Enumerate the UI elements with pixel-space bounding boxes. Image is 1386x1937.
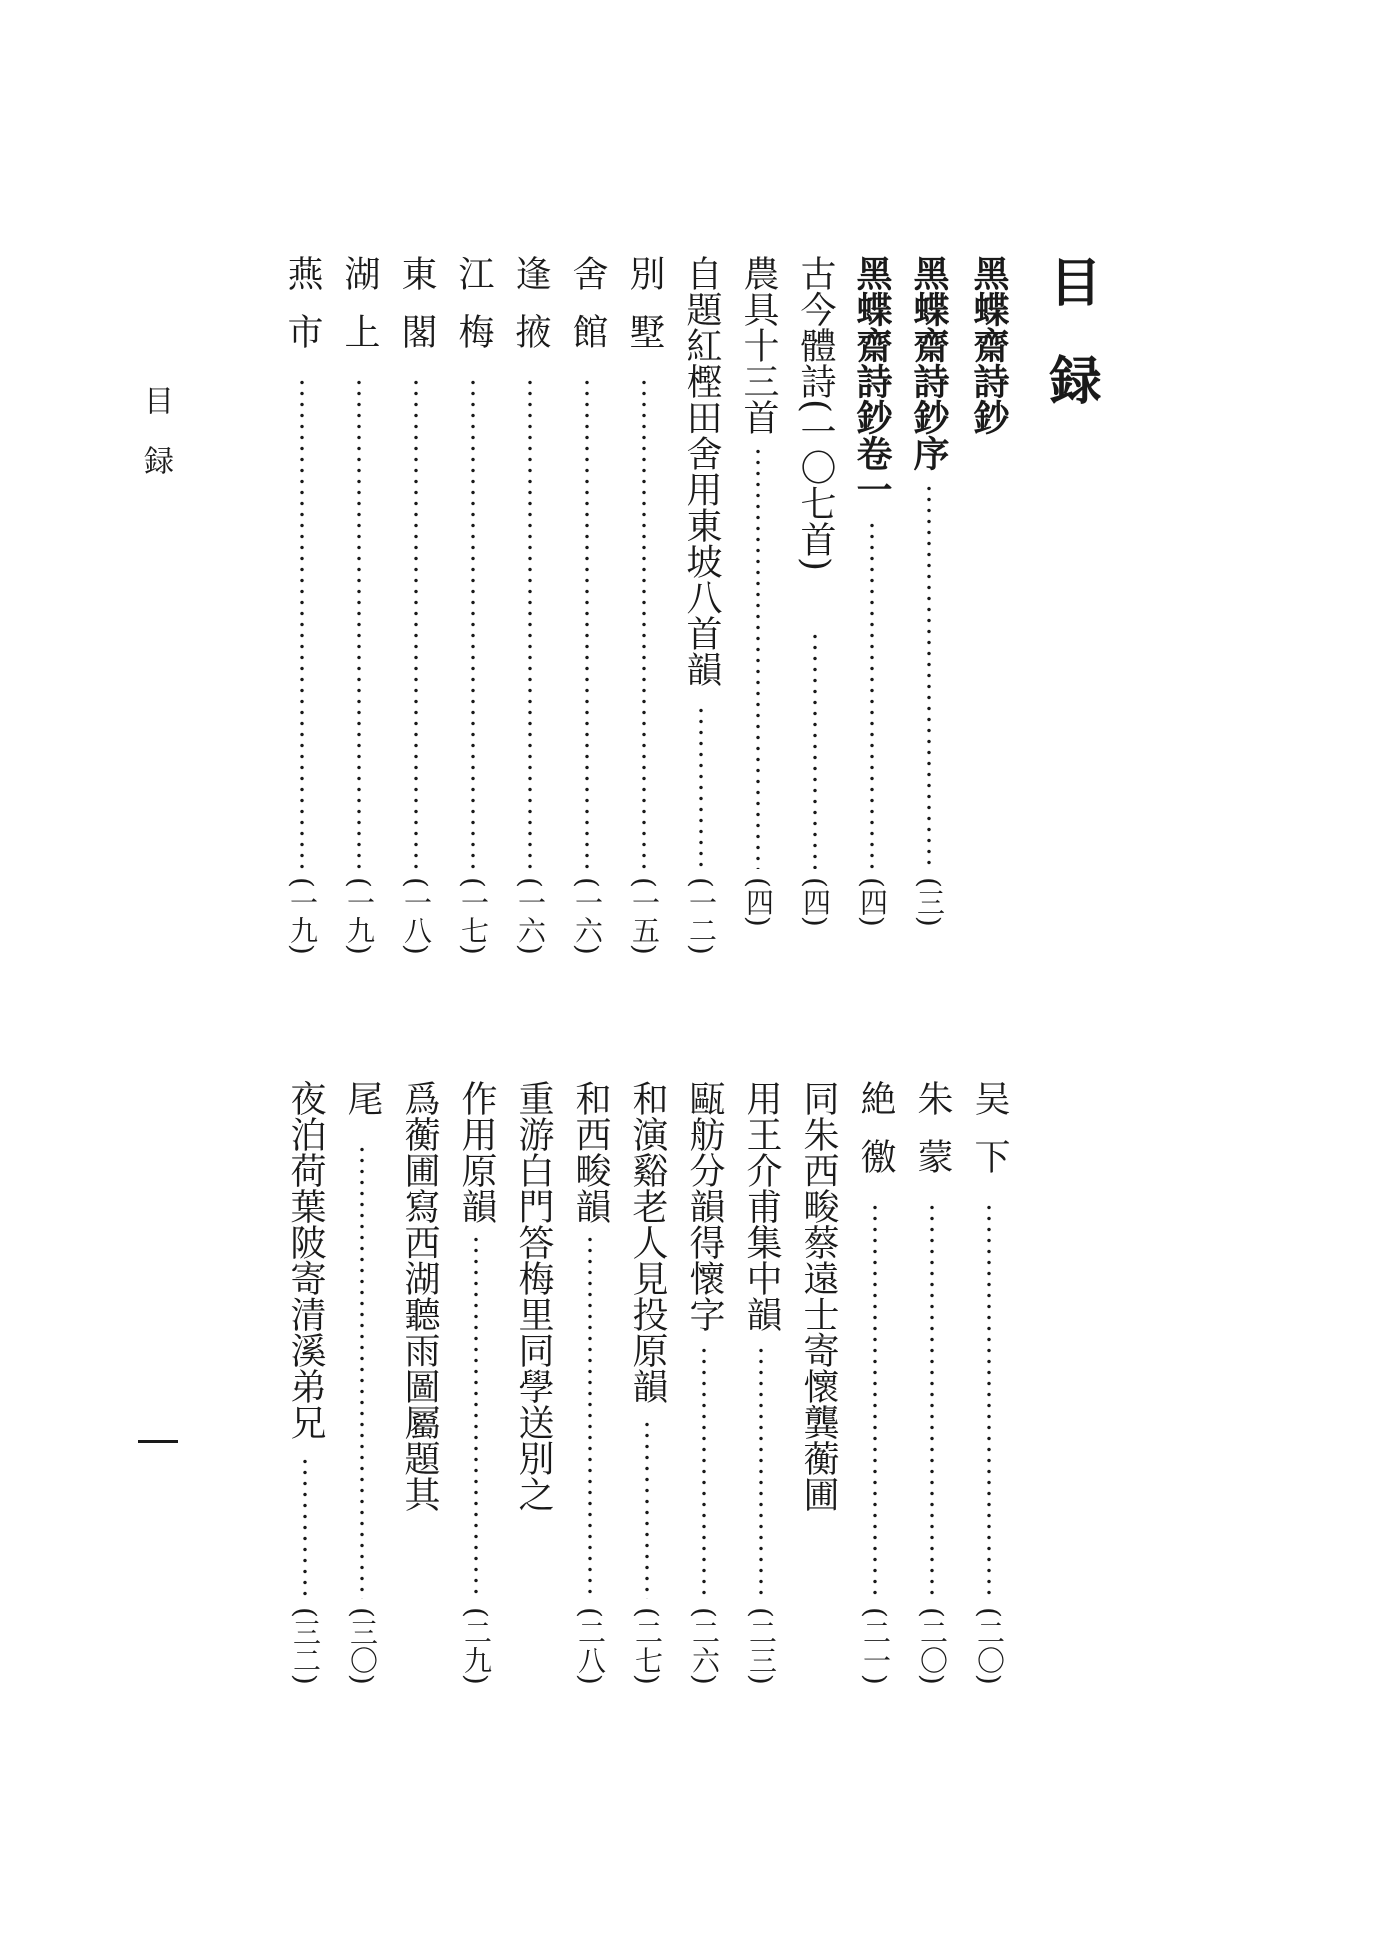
toc-page-number: (四) — [799, 877, 832, 927]
toc-entry-title: 和演谿老人見投原韻 — [627, 1080, 668, 1404]
toc-page-number: (一二) — [685, 877, 718, 955]
leader-dots — [702, 1345, 706, 1599]
toc-entry-title: 用王介甫集中韻 — [741, 1080, 782, 1332]
toc-entry-title: 古今體詩(一〇七首) — [795, 255, 836, 572]
toc-page-number: (二〇) — [916, 1607, 949, 1685]
toc-entry-title: 和西畯韻 — [570, 1080, 611, 1224]
leader-dots — [813, 631, 817, 869]
toc-entry-title: 東閣 — [396, 255, 437, 371]
toc-entry-title: 作用原韻 — [456, 1080, 497, 1224]
page-title: 目録 — [1040, 255, 1101, 451]
leader-dots — [930, 1202, 934, 1599]
toc-entry-title: 夜泊荷葉陂寄清溪弟兄 — [285, 1080, 326, 1440]
folio-number — [138, 1440, 178, 1443]
toc-page-number: (二六) — [688, 1607, 721, 1685]
leader-dots — [303, 1456, 307, 1599]
toc-entry-title: 自題紅樫田舍用東坡八首韻 — [681, 255, 722, 687]
leader-dots — [357, 377, 361, 869]
leader-dots — [414, 377, 418, 869]
toc-entry-title: 燕市 — [282, 255, 323, 371]
toc-page-number: (一九) — [343, 877, 376, 955]
leader-dots — [528, 377, 532, 869]
toc-page-number: (二三) — [745, 1607, 778, 1685]
toc-entry-title: 黑蝶齋詩鈔序 — [908, 255, 950, 471]
leader-dots — [588, 1234, 592, 1599]
toc-entry-title: 重游白門答梅里同學送別之 — [513, 1080, 554, 1512]
book-heading-text: 黑蝶齋詩鈔 — [968, 255, 1010, 435]
leader-dots — [474, 1234, 478, 1599]
toc-page-number: (一八) — [400, 877, 433, 955]
toc-page-number: (二九) — [460, 1607, 493, 1685]
toc-entry-title: 舍館 — [567, 255, 608, 371]
toc-page-number: (一六) — [571, 877, 604, 955]
toc-entry-title: 逢掖 — [510, 255, 551, 371]
toc-entry-title: 爲蘅圃寫西湖聽雨圖屬題其 — [399, 1080, 440, 1512]
toc-entry-title: 甌舫分韻得懷字 — [684, 1080, 725, 1332]
toc-page-number: (四) — [742, 877, 775, 927]
toc-page-number: (一九) — [286, 877, 319, 955]
leader-dots — [471, 377, 475, 869]
toc-page-number: (二八) — [574, 1607, 607, 1685]
toc-entry-title: 同朱西畯蔡遠士寄懷龔蘅圃 — [798, 1080, 839, 1512]
toc-page-number: (一六) — [514, 877, 547, 955]
toc-page-number: (三) — [913, 877, 946, 927]
leader-dots — [759, 1345, 763, 1599]
leader-dots — [756, 446, 760, 869]
toc-entry-title: 絶徼 — [855, 1080, 896, 1196]
leader-dots — [870, 520, 874, 869]
leader-dots — [699, 705, 703, 869]
toc-entry-title: 別墅 — [624, 255, 665, 371]
toc-page-number: (三〇) — [346, 1607, 379, 1685]
leader-dots — [360, 1144, 364, 1599]
toc-entry-title: 湖上 — [339, 255, 380, 371]
toc-entry-title: 吴下 — [969, 1080, 1010, 1196]
toc-page-number: (四) — [856, 877, 889, 927]
leader-dots — [987, 1202, 991, 1599]
toc-entry-title: 尾 — [342, 1080, 383, 1138]
toc-page-number: (三二) — [289, 1607, 322, 1685]
toc-page-number: (一七) — [457, 877, 490, 955]
leader-dots — [873, 1202, 877, 1599]
leader-dots — [585, 377, 589, 869]
leader-dots — [300, 377, 304, 869]
toc-page-number: (一五) — [628, 877, 661, 955]
leader-dots — [642, 377, 646, 869]
leader-dots — [645, 1419, 649, 1599]
toc-entry-title: 黑蝶齋詩鈔卷一 — [851, 255, 893, 507]
toc-page-number: (二〇) — [973, 1607, 1006, 1685]
toc-page-number: (二一) — [859, 1607, 892, 1685]
leader-dots — [927, 483, 931, 869]
running-head: 目録 — [138, 385, 173, 505]
toc-entry-title: 朱蒙 — [912, 1080, 953, 1196]
toc-entry-title: 江梅 — [453, 255, 494, 371]
toc-entry-title: 農具十三首 — [738, 255, 779, 435]
toc-page-number: (二七) — [631, 1607, 664, 1685]
